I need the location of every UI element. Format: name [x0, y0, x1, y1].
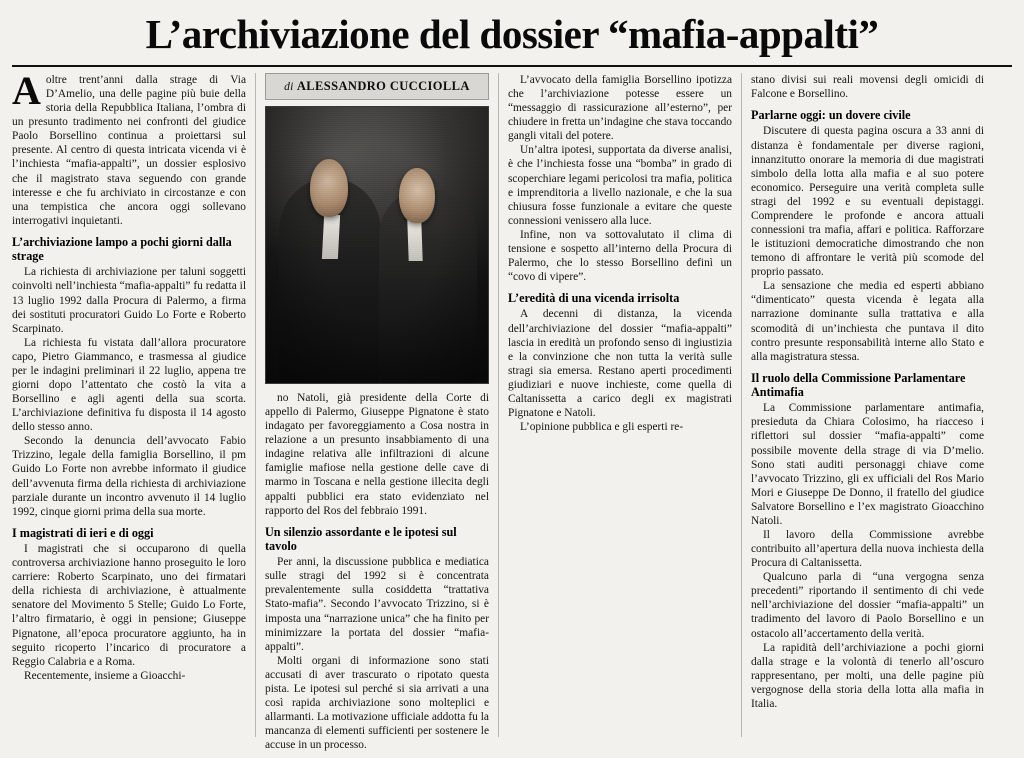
title-divider [12, 65, 1012, 67]
column-1 [12, 68, 255, 737]
page-title: L’archiviazione del dossier “mafia-appalti” [145, 11, 879, 57]
paragraph: Qualcuno parla di “una vergogna senza precedenti” riportando il sentimento di chi vede nell’archiviazione del dossier “mafia-appalti” un tradimento del lavoro di Paolo Borsellino e un ostacolo all’accertamento della verità. [751, 571, 984, 640]
photo-figure-right [379, 190, 477, 383]
article-columns [0, 68, 1024, 752]
paragraph: Il lavoro della Commissione avrebbe contribuito all’apertura della nuova inchiesta della Procura di Caltanissetta. [751, 528, 984, 570]
paragraph: Infine, non va sottovalutato il clima di tensione e sospetto all’interno della Procura di Palermo, che lo stesso Borsellino definì un “covo di vipere”. [508, 228, 732, 284]
byline-author: ALESSANDRO CUCCIOLLA [296, 79, 470, 93]
paragraph: La rapidità dell’archiviazione a pochi giorni dalla strage e la volontà di tenerlo all’oscuro rappresentano, per molti, una delle pagine più vergognose della storia della lotta alla mafia in Italia. [751, 641, 984, 710]
photo-shirt-right [407, 220, 423, 261]
subheading-eredita: L’eredità di una vicenda irrisolta [508, 291, 680, 306]
paragraph: Per anni, la discussione pubblica e mediatica sulle stragi del 1992 si è concentrata prevalentemente sulla cosiddetta “trattativa Stato-mafia”. Secondo l’avvocato Trizzino, si è imposta una “narrazione unica” che ha finito per minimizzare la portata del dossier “mafia-appalti”. [265, 556, 489, 653]
paragraph: A decenni di distanza, la vicenda dell’archiviazione del dossier “mafia-appalti” lascia in eredità un profondo senso di ingiustizia e la convinzione che non tutta la verità sulle stragi sia emersa. Restano aperti procedimenti giudiziari e nuove inchieste, come quella di Caltanissetta a carico degli ex magistrati Pignatone e Natoli. [508, 308, 732, 419]
subheading-silenzio: Un silenzio assordante e le ipotesi sul tavolo [265, 524, 457, 553]
paragraph: Molti organi di informazione sono stati accusati di aver trascurato o ripotato questa pista. Le ipotesi sul perché si sia arrivati a una così rapida archiviazione sono molteplici e allarmanti. La motivazione ufficiale addotta fu la mancanza di elementi sufficienti per sostenere le accuse in un processo. [265, 654, 489, 752]
subheading-archiviazione-lampo: L’archiviazione lampo a pochi giorni dalla strage [12, 234, 232, 264]
paragraph: L’avvocato della famiglia Borsellino ipotizza che l’archiviazione potesse essere un “messaggio di rassicurazione all’esterno”, per chiudere in fretta un’indagine che stava toccando gangli vitali del potere. [508, 74, 732, 143]
column-3 [498, 73, 741, 737]
paragraph: I magistrati che si occuparono di quella controversa archiviazione hanno proseguito le loro carriere: Roberto Scarpinato, uno dei firmatari della richiesta di archiviazione, è attualmente senatore del Movimento 5 Stelle; Guido Lo Forte, l’altro firmatario, è oggi in pensione; Giuseppe Pignatone, all’epoca procuratore aggiunto, ha in seguito ricoperto l’incarico di procuratore a Reggio Calabria e a Roma. [12, 543, 246, 668]
paragraph: La richiesta di archiviazione per taluni soggetti coinvolti nell’inchiesta “mafia-appalti” fu redatta il 13 luglio 1992 dalla Procura di Palermo, a firma dei sostituti procuratori Guido Lo Forte e Roberto Scarpinato. [12, 266, 246, 335]
byline [265, 73, 489, 100]
subheading-parlarne-oggi: Parlarne oggi: un dovere civile [751, 108, 911, 123]
drop-cap: A [12, 68, 41, 113]
paragraph: Un’altra ipotesi, supportata da diverse analisi, è che l’inchiesta fosse una “bomba” in grado di scoperchiare legami pericolosi tra mafia, politica e imprenditoria a livello nazionale, e che la sua chiusura fosse funzionale a evitare che queste connessioni venissero alla luce. [508, 144, 732, 227]
subheading-magistrati: I magistrati di ieri e di oggi [12, 525, 154, 540]
paragraph: La Commissione parlamentare antimafia, presieduta da Chiara Colosimo, ha riacceso i riflettori sul dossier “mafia-appalti” come possibile movente della strage di via D’melio. Sono stati auditi personaggi chiave come l’avvocato Trizzino, gli ex ufficiali del Ros Mario Mori e Giuseppe De Donno, il fratello del giudice Salvatore Borsellino e l’ex magistrato Gioacchino Natoli. [751, 402, 984, 527]
photo-shirt-left [321, 215, 339, 259]
photo-head-left [310, 159, 348, 217]
paragraph: Recentemente, insieme a Gioacchi- [24, 669, 186, 682]
paragraph: La sensazione che media ed esperti abbiano “dimenticato” questa vicenda è legata alla narrazione dominante sulla trattativa e alla scomodità di un’inchiesta che puntava il dito contro presunte responsabilità interne allo Stato e alla magistratura stessa. [751, 280, 984, 363]
lead-paragraph [12, 68, 246, 228]
paragraph: no Natoli, già presidente della Corte di appello di Palermo, Giuseppe Pignatone è stato indagato per favoreggiamento a Cosa nostra in relazione a un presunto insabbiamento di una indagine relativa alle infiltrazioni di alcune famiglie mafiose nella gestione delle cave di marmo in Toscana e nella gestione illecita degli appalti pubblici era stato evidenziato nel rapporto del Ros del febbraio 1991. [265, 392, 489, 517]
lead-text: oltre trent’anni dalla strage di Via D’Amelio, una delle pagine più buie della storia della Repubblica Italiana, l’ombra di un presunto tradimento nei confronti del giudice Paolo Borsellino continua a proiettarsi sul presente. Al centro di questa intricata vicenda vi è l’inchiesta “mafia-appalti”, un dossier esplosivo che il magistrato stava seguendo con grande interesse e che fu archiviato in circostanze e con una tempistica che ancora oggi sollevano interrogativi inquietanti. [12, 74, 246, 227]
article-photo [265, 106, 489, 384]
paragraph: L’opinione pubblica e gli esperti re- [520, 421, 684, 434]
column-2 [255, 73, 498, 752]
column-4 [741, 73, 984, 737]
paragraph: Discutere di questa pagina oscura a 33 anni di distanza è fondamentale per diverse ragioni, innanzitutto onorare la memoria di due magistrati simbolo della lotta alla mafia e al suo potere economico. Perseguire una verità completa sulle stragi del 1992 e su eventuali depistaggi. Comprendere le profonde e ancora attuali connessioni tra mafia, affari e politica. Rafforzare le istituzioni democratiche dimostrando che non temono di affrontare le verità più scomode del proprio passato. [751, 125, 984, 279]
subheading-commissione-antimafia: Il ruolo della Commissione Parlamentare Antimafia [751, 370, 966, 400]
byline-prefix: di [284, 81, 294, 93]
photo-head-right [399, 168, 435, 223]
paragraph: La richiesta fu vistata dall’allora procuratore capo, Pietro Giammanco, e trasmessa al giudice per le indagini preliminari il 22 luglio, appena tre giorni dopo l’attentato che costò la vita a Borsellino e agli agenti della sua scorta. L’archiviazione definitiva fu disposta il 14 agosto dello stesso anno. [12, 336, 246, 434]
paragraph: stano divisi sui reali movensi degli omicidi di Falcone e Borsellino. [751, 74, 984, 101]
paragraph: Secondo la denuncia dell’avvocato Fabio Trizzino, legale della famiglia Borsellino, il pm Guido Lo Forte non avrebbe informato il giudice dell’avvenuta firma della richiesta di archiviazione parziale durante un incontro avvenuto il 14 luglio 1992, cinque giorni prima della sua morte. [12, 435, 246, 518]
